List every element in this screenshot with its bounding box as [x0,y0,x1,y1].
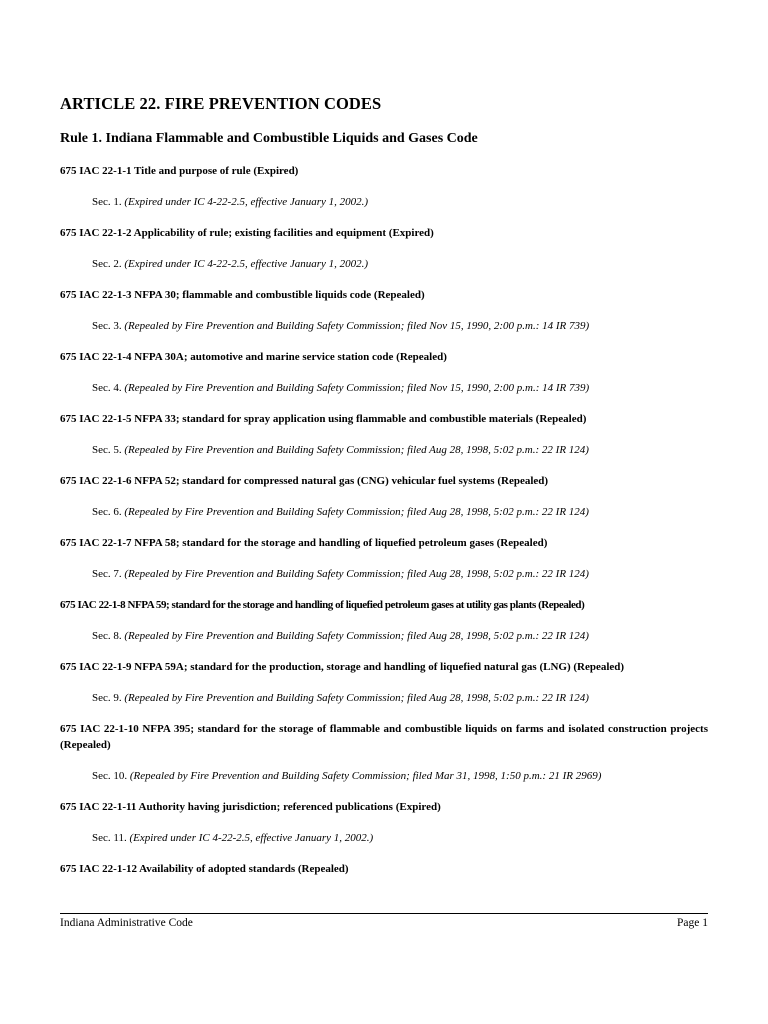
section-4 [60,349,708,411]
section-heading: 675 IAC 22-1-2 Applicability of rule; existing facilities and equipment (Expired) [60,227,434,239]
section-body [60,628,708,644]
rule-title: Rule 1. Indiana Flammable and Combustible Liquids and Gases Code [60,131,478,146]
footer-page-number: Page 1 [677,917,708,929]
section-note: (Repealed by Fire Prevention and Building Safety Commission; filed Mar 31, 1998, 1:50 p.m.: 21 IR 2969) [129,770,602,782]
section-label: Sec. 7. [92,568,122,580]
section-body [60,504,708,520]
section-note: (Repealed by Fire Prevention and Building Safety Commission; filed Aug 28, 1998, 5:02 p.m.: 22 IR 124) [124,444,589,456]
section-body [60,768,708,784]
section-heading: 675 IAC 22-1-5 NFPA 33; standard for spray application using flammable and combustible materials (Repealed) [60,413,587,425]
section-label: Sec. 10. [92,770,128,782]
section-note: (Expired under IC 4-22-2.5, effective January 1, 2002.) [129,832,374,844]
section-5 [60,411,708,473]
section-note: (Repealed by Fire Prevention and Building Safety Commission; filed Nov 15, 1990, 2:00 p.m.: 14 IR 739) [124,382,590,394]
section-heading: 675 IAC 22-1-8 NFPA 59; standard for the storage and handling of liquefied petroleum gases at utility gas plants (Repealed) [60,599,585,611]
sections-list [60,163,708,877]
section-9 [60,659,708,721]
section-label: Sec. 11. [92,832,127,844]
document-page [60,0,708,1024]
section-3 [60,287,708,349]
section-8 [60,597,708,659]
section-label: Sec. 2. [92,258,122,270]
section-heading: 675 IAC 22-1-12 Availability of adopted standards (Repealed) [60,863,349,875]
section-heading: 675 IAC 22-1-11 Authority having jurisdiction; referenced publications (Expired) [60,801,441,813]
section-note: (Expired under IC 4-22-2.5, effective January 1, 2002.) [124,258,369,270]
section-body [60,380,708,396]
section-heading: 675 IAC 22-1-4 NFPA 30A; automotive and marine service station code (Repealed) [60,351,447,363]
section-label: Sec. 5. [92,444,122,456]
section-body [60,256,708,272]
section-2 [60,225,708,287]
footer-divider [60,913,708,914]
section-12 [60,861,708,877]
section-label: Sec. 4. [92,382,122,394]
section-label: Sec. 8. [92,630,122,642]
section-10 [60,721,708,799]
section-1 [60,163,708,225]
section-heading: 675 IAC 22-1-10 NFPA 395; standard for the storage of flammable and combustible liquids on farms and isolated construction projects (Repealed) [60,723,708,751]
section-label: Sec. 1. [92,196,122,208]
section-label: Sec. 6. [92,506,122,518]
section-note: (Repealed by Fire Prevention and Building Safety Commission; filed Nov 15, 1990, 2:00 p.m.: 14 IR 739) [124,320,590,332]
section-body [60,442,708,458]
section-heading: 675 IAC 22-1-6 NFPA 52; standard for compressed natural gas (CNG) vehicular fuel systems (Repealed) [60,475,549,487]
section-label: Sec. 3. [92,320,122,332]
section-heading: 675 IAC 22-1-1 Title and purpose of rule (Expired) [60,165,299,177]
section-note: (Expired under IC 4-22-2.5, effective January 1, 2002.) [124,196,369,208]
section-heading: 675 IAC 22-1-9 NFPA 59A; standard for the production, storage and handling of liquefied natural gas (LNG) (Repealed) [60,661,625,673]
section-body [60,566,708,582]
section-label: Sec. 9. [92,692,122,704]
section-note: (Repealed by Fire Prevention and Building Safety Commission; filed Aug 28, 1998, 5:02 p.m.: 22 IR 124) [124,568,589,580]
section-heading: 675 IAC 22-1-3 NFPA 30; flammable and combustible liquids code (Repealed) [60,289,425,301]
section-heading: 675 IAC 22-1-7 NFPA 58; standard for the storage and handling of liquefied petroleum gases (Repealed) [60,537,548,549]
section-body [60,194,708,210]
section-note: (Repealed by Fire Prevention and Building Safety Commission; filed Aug 28, 1998, 5:02 p.m.: 22 IR 124) [124,630,589,642]
section-body [60,690,708,706]
footer-publication-name: Indiana Administrative Code [60,917,193,929]
section-11 [60,799,708,861]
section-7 [60,535,708,597]
section-body [60,830,708,846]
section-body [60,318,708,334]
section-6 [60,473,708,535]
article-title: ARTICLE 22. FIRE PREVENTION CODES [60,94,382,113]
section-note: (Repealed by Fire Prevention and Building Safety Commission; filed Aug 28, 1998, 5:02 p.m.: 22 IR 124) [124,506,589,518]
section-note: (Repealed by Fire Prevention and Building Safety Commission; filed Aug 28, 1998, 5:02 p.m.: 22 IR 124) [124,692,589,704]
